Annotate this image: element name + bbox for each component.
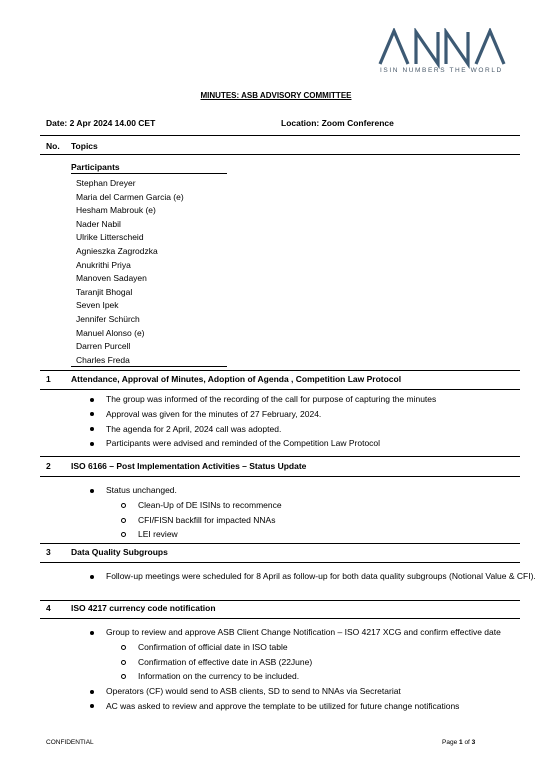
list-item: The group was informed of the recording of the call for purpose of capturing the minutes bbox=[0, 392, 436, 407]
list-item: CFI/FISN backfill for impacted NNAs bbox=[0, 513, 282, 528]
participant-name: Agnieszka Zagrodzka bbox=[76, 245, 158, 256]
participant-name: Jennifer Schürch bbox=[76, 313, 140, 324]
list-item: LEI review bbox=[0, 527, 282, 542]
table-top-border bbox=[40, 135, 520, 136]
list-item: The agenda for 2 April, 2024 call was adopted. bbox=[0, 422, 436, 437]
section-4-number: 4 bbox=[46, 603, 51, 613]
section-3-items bbox=[0, 569, 540, 584]
list-item: Group to review and approve ASB Client Change Notification – ISO 4217 XCG and confirm effective date bbox=[0, 625, 552, 640]
section-1-title-rule bbox=[40, 389, 520, 390]
section-2-number: 2 bbox=[46, 461, 51, 471]
participant-name: Nader Nabil bbox=[76, 218, 121, 229]
participant-name: Manoven Sadayen bbox=[76, 273, 147, 284]
section-1-top-border bbox=[40, 370, 520, 371]
footer-classification: CONFIDENTIAL bbox=[46, 739, 94, 746]
logo-tagline: ISIN NUMBERS THE WORLD bbox=[380, 67, 503, 74]
section-2-title: ISO 6166 – Post Implementation Activities – Status Update bbox=[71, 461, 307, 471]
footer-page-number: Page 1 of 3 bbox=[442, 739, 476, 746]
bullet-icon bbox=[90, 398, 94, 402]
section-1-number: 1 bbox=[46, 374, 51, 384]
participant-name: Charles Freda bbox=[76, 354, 130, 365]
section-3-top-border bbox=[40, 543, 520, 544]
participants-heading: Participants bbox=[71, 162, 120, 172]
sub-bullet-icon bbox=[121, 532, 126, 537]
sub-bullet-icon bbox=[121, 518, 126, 523]
bullet-icon bbox=[90, 704, 94, 708]
list-item: Status unchanged. bbox=[0, 483, 282, 498]
section-3-number: 3 bbox=[46, 547, 51, 557]
list-item: AC was asked to review and approve the template to be utilized for future change notifications bbox=[0, 699, 552, 714]
document-title: MINUTES: ASB ADVISORY COMMITTEE bbox=[200, 91, 352, 100]
list-item: Clean-Up of DE ISINs to recommence bbox=[0, 498, 282, 513]
list-item: Participants were advised and reminded of the Competition Law Protocol bbox=[0, 436, 436, 451]
participant-name: Anukrithi Priya bbox=[76, 259, 131, 270]
participant-name: Taranjit Bhogal bbox=[76, 286, 133, 297]
section-4-items bbox=[0, 625, 552, 714]
bullet-icon bbox=[90, 489, 94, 493]
section-3-title: Data Quality Subgroups bbox=[71, 547, 168, 557]
section-4-top-border bbox=[40, 600, 520, 601]
participants-heading-rule bbox=[71, 173, 227, 174]
sub-bullet-icon bbox=[121, 674, 126, 679]
sub-bullet-icon bbox=[121, 660, 126, 665]
participant-name: Darren Purcell bbox=[76, 341, 131, 352]
section-2-top-border bbox=[40, 456, 520, 457]
section-3-title-rule bbox=[40, 562, 520, 563]
participants-list bbox=[76, 177, 184, 367]
bullet-icon bbox=[90, 690, 94, 694]
bullet-icon bbox=[90, 427, 94, 431]
list-item: Operators (CF) would send to ASB clients, SD to send to NNAs via Secretariat bbox=[0, 684, 552, 699]
bullet-icon bbox=[90, 631, 94, 635]
participant-name: Manuel Alonso (e) bbox=[76, 327, 145, 338]
bullet-icon bbox=[90, 412, 94, 416]
participant-name: Stephan Dreyer bbox=[76, 178, 136, 188]
header-divider bbox=[40, 154, 520, 155]
list-item: Approval was given for the minutes of 27 February, 2024. bbox=[0, 407, 436, 422]
participant-name: Seven Ipek bbox=[76, 300, 119, 311]
participant-name: Maria del Carmen Garcia (e) bbox=[76, 191, 184, 202]
list-item: Follow-up meetings were scheduled for 8 April as follow-up for both data quality subgroups (Notional Value & CFI). bbox=[0, 569, 540, 584]
section-4-title: ISO 4217 currency code notification bbox=[71, 603, 216, 613]
section-4-title-rule bbox=[40, 618, 520, 619]
participant-name: Ulrike Litterscheid bbox=[76, 232, 144, 243]
column-header-no: No. bbox=[46, 141, 60, 151]
column-header-topics: Topics bbox=[71, 141, 98, 151]
list-item: Confirmation of effective date in ASB (22June) bbox=[0, 655, 552, 670]
sub-bullet-icon bbox=[121, 645, 126, 650]
list-item: Confirmation of official date in ISO table bbox=[0, 640, 552, 655]
section-1-items bbox=[0, 392, 436, 451]
participants-bottom-rule bbox=[71, 366, 227, 367]
bullet-icon bbox=[90, 442, 94, 446]
section-2-title-rule bbox=[40, 476, 520, 477]
section-2-items bbox=[0, 483, 282, 542]
list-item: Information on the currency to be included. bbox=[0, 669, 552, 684]
meeting-date: Date: 2 Apr 2024 14.00 CET bbox=[46, 118, 156, 128]
bullet-icon bbox=[90, 575, 94, 579]
sub-bullet-icon bbox=[121, 503, 126, 508]
section-1-title: Attendance, Approval of Minutes, Adoption of Agenda , Competition Law Protocol bbox=[71, 374, 402, 384]
participant-name: Hesham Mabrouk (e) bbox=[76, 205, 156, 216]
meeting-location: Location: Zoom Conference bbox=[281, 118, 394, 128]
